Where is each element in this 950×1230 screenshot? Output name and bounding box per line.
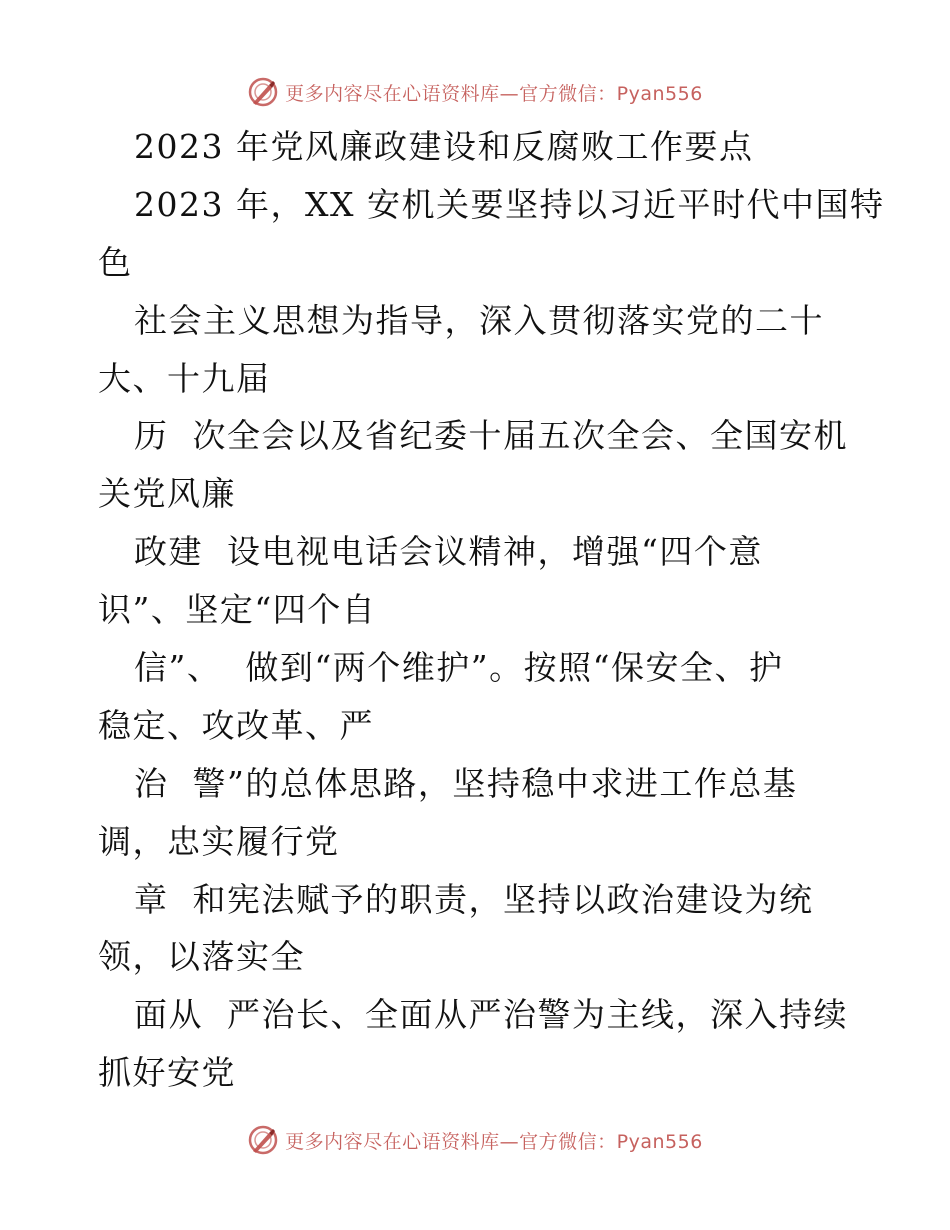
watermark-text: 更多内容尽在心语资料库—官方微信：Pyan556: [285, 1130, 703, 1153]
document-line: 识”、坚定“四个自: [98, 590, 377, 630]
document-line: 调，忠实履行党: [98, 821, 340, 861]
document-line: 2023 年，XX 安机关要坚持以习近平时代中国特: [134, 184, 885, 224]
document-line: 关党风廉: [98, 474, 236, 514]
document-line: 2023 年党风廉政建设和反腐败工作要点: [134, 127, 754, 166]
footer-watermark: [0, 1120, 950, 1160]
document-line: 政建 设电视电话会议精神，增强“四个意: [134, 532, 763, 572]
document-line: 大、十九届: [98, 358, 271, 398]
document-line: 社会主义思想为指导，深入贯彻落实党的二十: [134, 300, 824, 340]
document-line: 面从 严治长、全面从严治警为主线，深入持续: [134, 995, 848, 1035]
document-line: 抓好安党: [98, 1053, 236, 1093]
document-line: 色: [98, 242, 133, 282]
document-line: 稳定、攻改革、严: [98, 705, 374, 745]
header-watermark: [0, 72, 950, 112]
document-line: 章 和宪法赋予的职责，坚持以政治建设为统: [134, 879, 814, 919]
pen-seal-icon: [247, 76, 279, 108]
watermark-text: 更多内容尽在心语资料库—官方微信：Pyan556: [285, 82, 703, 105]
document-line: 治 警”的总体思路，坚持稳中求进工作总基: [134, 763, 798, 803]
pen-seal-icon: [247, 1124, 279, 1156]
document-line: 领，以落实全: [98, 937, 305, 977]
document-line: 历 次全会以及省纪委十届五次全会、全国安机: [134, 416, 848, 456]
document-body: [98, 118, 885, 1102]
document-line: 信”、 做到“两个维护”。按照“保安全、护: [134, 648, 784, 688]
